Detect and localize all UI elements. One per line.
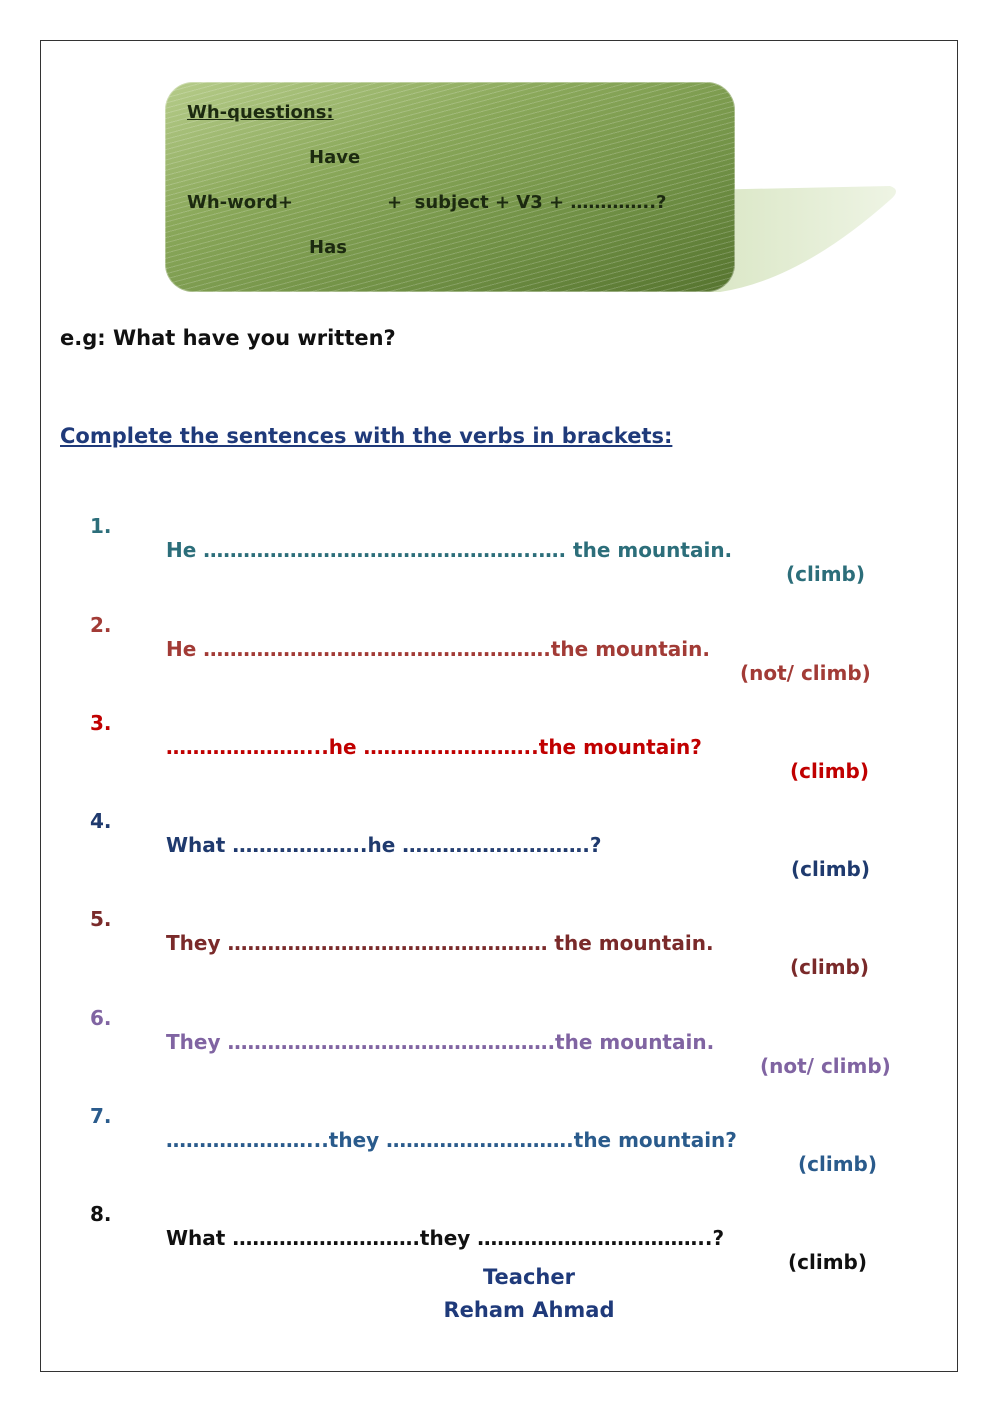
exercise-item-3 bbox=[0, 687, 870, 783]
item-verb: (not/ climb) bbox=[740, 661, 871, 685]
exercise-item-8 bbox=[0, 1178, 868, 1274]
exercise-item-5 bbox=[0, 883, 870, 979]
teacher-label: Teacher bbox=[483, 1265, 575, 1289]
item-number: 3. bbox=[90, 711, 112, 735]
grammar-box bbox=[165, 82, 735, 292]
item-number: 6. bbox=[90, 1006, 112, 1030]
item-sentence[interactable]: …………………...they ……………………….the mountain? bbox=[166, 1128, 737, 1152]
example-sentence: e.g: What have you written? bbox=[60, 326, 396, 350]
grammar-box-title: Wh-questions: bbox=[187, 102, 334, 123]
item-sentence[interactable]: What ………………..he ……………………….? bbox=[166, 833, 602, 857]
formula-rest: + subject + V3 + …………..? bbox=[387, 192, 667, 213]
item-verb: (climb) bbox=[788, 1250, 868, 1274]
formula-wh-word: Wh-word+ bbox=[187, 192, 293, 213]
item-number: 5. bbox=[90, 907, 112, 931]
item-sentence[interactable]: What ……………………….they ……………………………..? bbox=[166, 1226, 725, 1250]
item-verb: (climb) bbox=[790, 759, 870, 783]
instruction-heading: Complete the sentences with the verbs in brackets: bbox=[60, 424, 673, 448]
item-number: 4. bbox=[90, 809, 112, 833]
item-verb: (climb) bbox=[790, 955, 870, 979]
aux-has: Has bbox=[309, 237, 347, 258]
exercise-item-7 bbox=[0, 1080, 878, 1176]
item-sentence[interactable]: …………………...he ……………………..the mountain? bbox=[166, 735, 702, 759]
exercise-item-2 bbox=[0, 589, 871, 685]
teacher-name: Reham Ahmad bbox=[443, 1298, 615, 1322]
item-verb: (not/ climb) bbox=[760, 1054, 891, 1078]
item-number: 1. bbox=[90, 514, 112, 538]
exercise-item-1 bbox=[0, 490, 866, 586]
item-sentence[interactable]: He …………………………………………..…. the mountain. bbox=[166, 538, 733, 562]
item-number: 8. bbox=[90, 1202, 112, 1226]
item-number: 7. bbox=[90, 1104, 112, 1128]
item-number: 2. bbox=[90, 613, 112, 637]
exercise-item-4 bbox=[0, 785, 871, 881]
exercise-item-6 bbox=[0, 982, 891, 1078]
item-sentence[interactable]: They ………………………………………… the mountain. bbox=[166, 931, 714, 955]
aux-have: Have bbox=[309, 147, 361, 168]
item-verb: (climb) bbox=[798, 1152, 878, 1176]
item-verb: (climb) bbox=[786, 562, 866, 586]
item-sentence[interactable]: He …………………………………………….the mountain. bbox=[166, 637, 710, 661]
item-verb: (climb) bbox=[791, 857, 871, 881]
item-sentence[interactable]: They ………………………………………….the mountain. bbox=[166, 1030, 715, 1054]
